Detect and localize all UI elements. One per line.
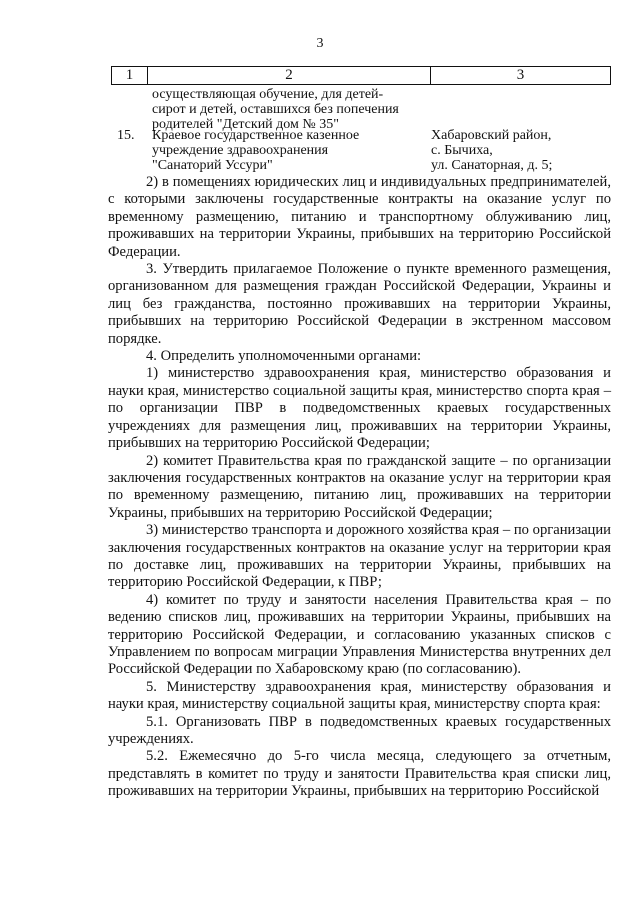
table-row-continuation — [152, 87, 452, 132]
address-line: Хабаровский район, — [431, 128, 552, 143]
institution-name-line: Краевое государственное казенное — [152, 128, 360, 143]
table-header-col-1: 1 — [112, 67, 148, 85]
table-header-col-3: 3 — [431, 67, 611, 85]
paragraph: 2) комитет Правительства края по гражданской защите – по организации заключения государственных контрактов на оказание услуг на территории края по временному размещению, питанию лиц, проживавших на территории Украины, прибывших на территорию Российской Федерации; — [108, 452, 611, 521]
page-number: 3 — [316, 36, 324, 51]
institution-address — [431, 128, 631, 173]
paragraph: 5.1. Организовать ПВР в подведомственных краевых государственных учреждениях. — [108, 713, 611, 747]
table-header — [111, 66, 611, 85]
institution-name — [152, 128, 422, 173]
row-number: 15. — [117, 128, 135, 143]
paragraph: 4. Определить уполномоченными органами: — [146, 348, 422, 365]
institution-name-line: "Санаторий Уссури" — [152, 158, 273, 173]
paragraph: 5.2. Ежемесячно до 5-го числа месяца, следующего за отчетным, представлять в комитет по труду и занятости Правительства края списки лиц, проживавших на территории Украины, прибывших на территорию Российской — [108, 748, 611, 800]
institution-name-line: учреждение здравоохранения — [152, 143, 329, 158]
paragraph: 5. Министерству здравоохранения края, министерству образования и науки края, министерству социальной защиты края, министерству спорта края: — [108, 678, 611, 713]
paragraph: 2) в помещениях юридических лиц и индивидуальных предпринимателей, с которыми заключены государственные контракты на оказание услуг по временному размещению, питанию и транспортному облуживанию лиц, проживавших на территории Украины, прибывших на территорию Российской Федерации. — [108, 174, 611, 260]
continuation-line: родителей "Детский дом № 35" — [152, 117, 339, 132]
table-header-col-2: 2 — [148, 67, 431, 85]
document-body — [108, 174, 611, 801]
paragraph: 3) министерство транспорта и дорожного хозяйства края – по организации заключения государственных контрактов на оказание услуг на территории края по доставке лиц, проживавших на территории Украины, прибывших на территорию Российской Федерации, к ПВР; — [108, 522, 611, 591]
paragraph: 3. Утвердить прилагаемое Положение о пункте временного размещения, организованном для размещения граждан Российской Федерации, Украины и лиц без гражданства, постоянно проживавших на территории Украины, прибывших на территорию Российской Федерации в экстренном массовом порядке. — [108, 261, 611, 347]
continuation-line: сирот и детей, оставшихся без попечения — [152, 102, 399, 117]
paragraph: 4) комитет по труду и занятости населения Правительства края – по ведению списков лиц, проживавших на территории Украины, прибывших на территорию Российской Федерации, и согласованию указанных списков с Управлением по вопросам миграции Управления Министерства внутренних дел Российской Федерации по Хабаровскому краю (по согласованию). — [108, 591, 611, 678]
address-line: ул. Санаторная, д. 5; — [431, 158, 553, 173]
continuation-line: осуществляющая обучение, для детей- — [152, 87, 384, 102]
paragraph: 1) министерство здравоохранения края, министерство образования и науки края, министерство социальной защиты края, министерство спорта края – по организации ПВР в подведомственных краевых государственных учреждениях для размещения лиц, проживавших на территории Украины, прибывших на территорию Российской Федерации; — [108, 365, 611, 452]
address-line: с. Бычиха, — [431, 143, 493, 158]
